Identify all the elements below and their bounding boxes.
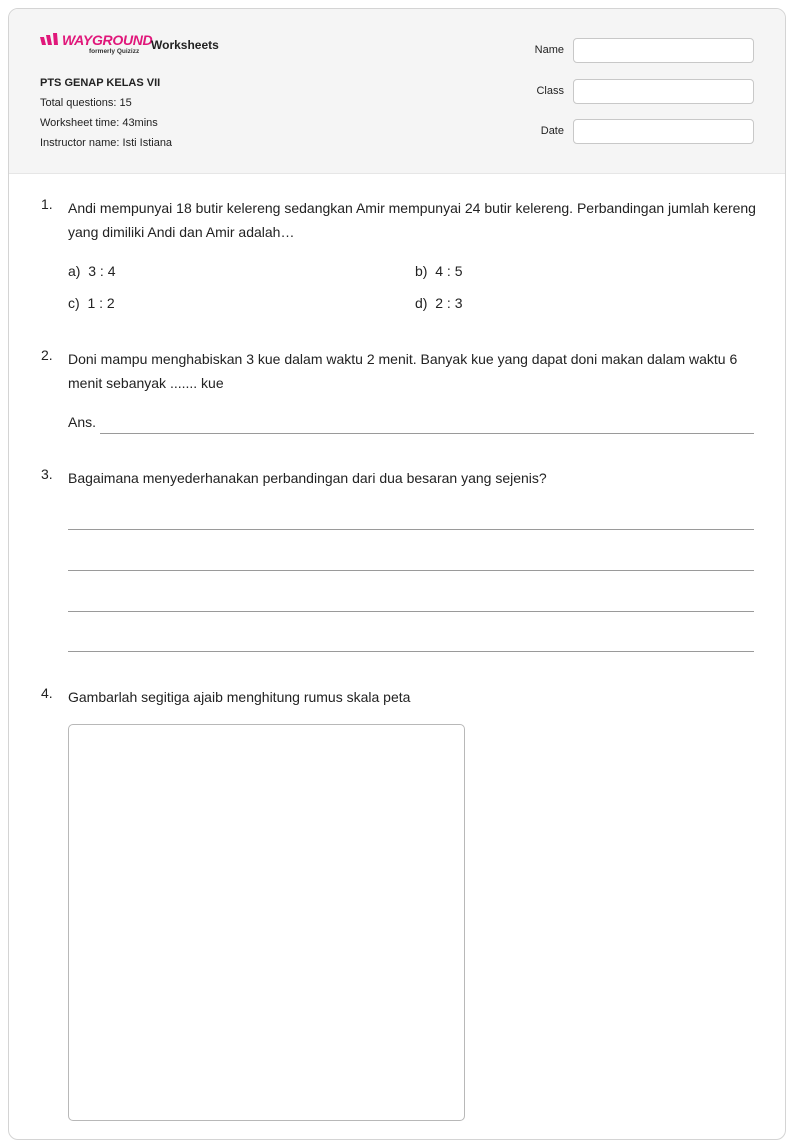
product-label: Worksheets <box>151 38 219 52</box>
date-label: Date <box>540 125 564 137</box>
name-label: Name <box>534 44 564 56</box>
option-key: b) <box>415 263 428 279</box>
question-text: Gambarlah segitiga ajaib menghitung rumus skala peta <box>68 689 411 705</box>
option-value: 1 : 2 <box>87 295 115 311</box>
worksheet-time: Worksheet time: 43mins <box>40 117 158 129</box>
question-number: 3. <box>41 466 53 482</box>
option-key: d) <box>415 295 428 311</box>
date-field-row <box>509 119 754 145</box>
answer-line[interactable] <box>68 570 754 571</box>
brand-subtitle: formerly Quizizz <box>89 48 140 55</box>
instructor-name: Instructor name: Isti Istiana <box>40 137 173 149</box>
option-b[interactable] <box>415 263 462 279</box>
name-input[interactable] <box>573 38 754 63</box>
date-input[interactable] <box>573 119 754 144</box>
worksheet-title: PTS GENAP KELAS VII <box>40 77 161 89</box>
answer-label: Ans. <box>68 414 97 430</box>
answer-line[interactable] <box>68 529 754 530</box>
drawing-area[interactable] <box>68 724 465 1121</box>
class-label: Class <box>536 85 564 97</box>
question-text: Doni mampu menghabiskan 3 kue dalam waktu 2 menit. Banyak kue yang dapat doni makan dalam waktu 6 menit sebanyak ....... kue <box>68 351 738 391</box>
brand-logo <box>40 32 153 58</box>
option-a[interactable] <box>68 263 115 279</box>
answer-line[interactable] <box>68 611 754 612</box>
option-value: 4 : 5 <box>435 263 463 279</box>
class-input[interactable] <box>573 79 754 104</box>
question-text: Andi mempunyai 18 butir kelereng sedangkan Amir mempunyai 24 butir kelereng. Perbandingan jumlah kereng yang dimiliki Andi dan Amir adalah… <box>68 200 756 240</box>
answer-line[interactable] <box>68 651 754 652</box>
worksheet-header <box>9 9 785 174</box>
option-value: 3 : 4 <box>88 263 116 279</box>
question-number: 4. <box>41 685 53 701</box>
question-number: 2. <box>41 347 53 363</box>
worksheet-meta <box>40 73 172 153</box>
worksheet-page <box>8 8 786 1140</box>
option-c[interactable] <box>68 295 115 311</box>
total-questions: Total questions: 15 <box>40 97 132 109</box>
answer-line[interactable] <box>100 433 754 434</box>
option-key: c) <box>68 295 80 311</box>
name-field-row <box>509 38 754 64</box>
option-value: 2 : 3 <box>435 295 463 311</box>
option-key: a) <box>68 263 81 279</box>
option-d[interactable] <box>415 295 462 311</box>
question-number: 1. <box>41 196 53 212</box>
question-text: Bagaimana menyederhanakan perbandingan dari dua besaran yang sejenis? <box>68 470 547 486</box>
brand-name: WAYGROUND <box>62 32 153 48</box>
class-field-row <box>509 79 754 105</box>
wayground-logo-icon <box>40 33 60 47</box>
